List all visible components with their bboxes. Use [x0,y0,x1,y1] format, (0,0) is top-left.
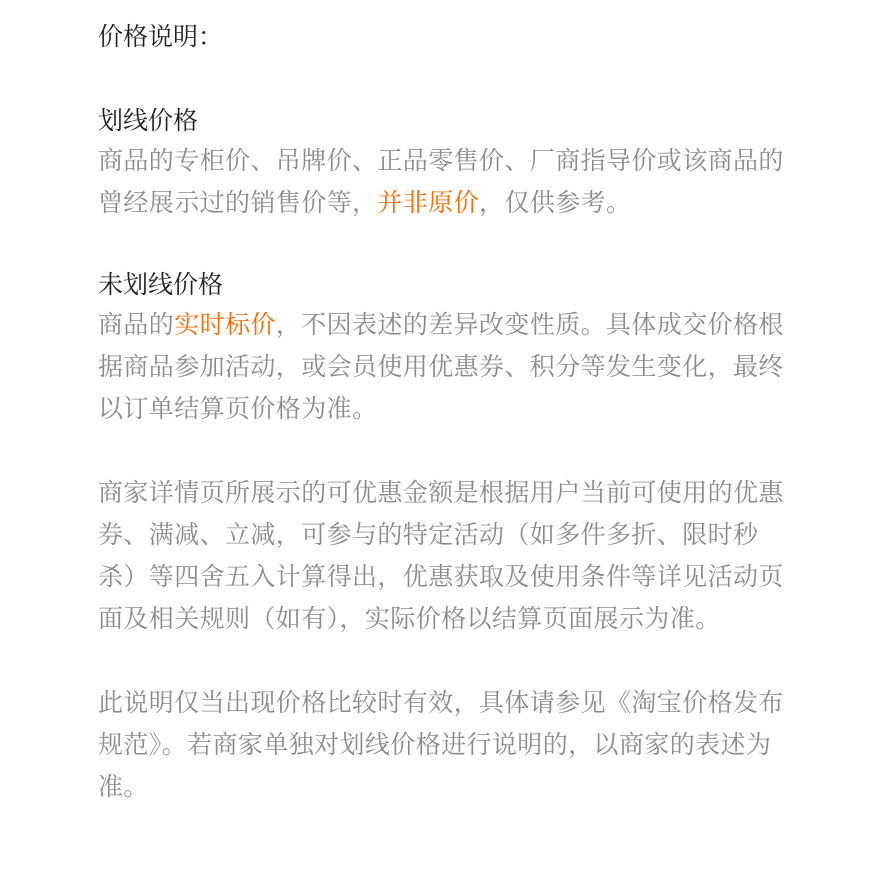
spacer [98,640,788,682]
page-title: 价格说明： [98,22,224,51]
non-strikethrough-price-description [98,304,788,430]
strikethrough-text-before: 商品的专柜价、吊牌价、正品零售价、厂商指导价或该商品的曾经展示过的销售价等， [98,146,784,217]
strikethrough-price-section [98,102,788,224]
strikethrough-text-after: ，仅供参考。 [479,188,632,217]
discount-description: 商家详情页所展示的可优惠金额是根据用户当前可使用的优惠券、满减、立减，可参与的特定活动（如多件多折、限时秒杀）等四舍五入计算得出，优惠获取及使用条件等详见活动页面及相关规则（如有），实际价格以结算页面展示为准。 [98,478,784,633]
realtime-price-highlight: 实时标价 [174,310,276,339]
price-explanation [98,18,788,808]
non-strikethrough-text-before: 商品的 [98,310,175,339]
spacer [98,430,788,472]
non-strikethrough-price-heading: 未划线价格 [98,270,224,299]
strikethrough-price-heading: 划线价格 [98,106,199,135]
strikethrough-price-description [98,140,788,224]
price-note: 此说明仅当出现价格比较时有效，具体请参见《淘宝价格发布规范》。若商家单独对划线价格进行说明的，以商家的表述为准。 [98,688,784,801]
not-original-price-highlight: 并非原价 [377,188,480,217]
non-strikethrough-text-after: ，不因表述的差异改变性质。具体成交价格根据商品参加活动，或会员使用优惠券、积分等发生变化，最终以订单结算页价格为准。 [98,310,784,423]
non-strikethrough-price-section [98,266,788,430]
